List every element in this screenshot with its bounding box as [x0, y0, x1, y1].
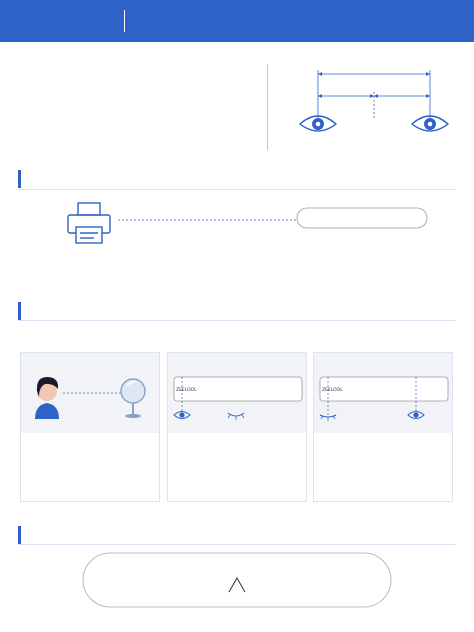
- ruler-left-eye-icon: [168, 353, 306, 433]
- ruler-right-eye-icon: [314, 353, 452, 433]
- pd-ruler-heading: [18, 526, 29, 544]
- svg-text:ZEELOOL: ZEELOOL: [176, 388, 197, 393]
- printer-icon: [64, 200, 114, 246]
- left-eye-icon: [412, 116, 448, 131]
- section-rule: [18, 189, 456, 190]
- right-eye-icon: [300, 116, 336, 131]
- steps-heading: [18, 302, 29, 320]
- section-rule: [18, 544, 456, 545]
- pd-diagram: [290, 62, 460, 142]
- dashed-connector: [118, 218, 298, 222]
- section-rule: [18, 320, 456, 321]
- intro-divider: [267, 64, 268, 150]
- printable-ruler-heading: [18, 170, 29, 188]
- step2-illustration: [168, 353, 306, 433]
- step2-card: [167, 352, 307, 502]
- pd-ruler: [82, 552, 392, 608]
- step3-illustration: [314, 353, 452, 433]
- header-divider: [124, 10, 125, 32]
- page-header: [0, 0, 474, 42]
- person-mirror-icon: [21, 353, 159, 433]
- step1-card: [20, 352, 160, 502]
- step1-illustration: [21, 353, 159, 433]
- step3-card: [313, 352, 453, 502]
- mini-ruler-icon: [296, 207, 428, 229]
- svg-text:ZEELOOL: ZEELOOL: [322, 388, 343, 393]
